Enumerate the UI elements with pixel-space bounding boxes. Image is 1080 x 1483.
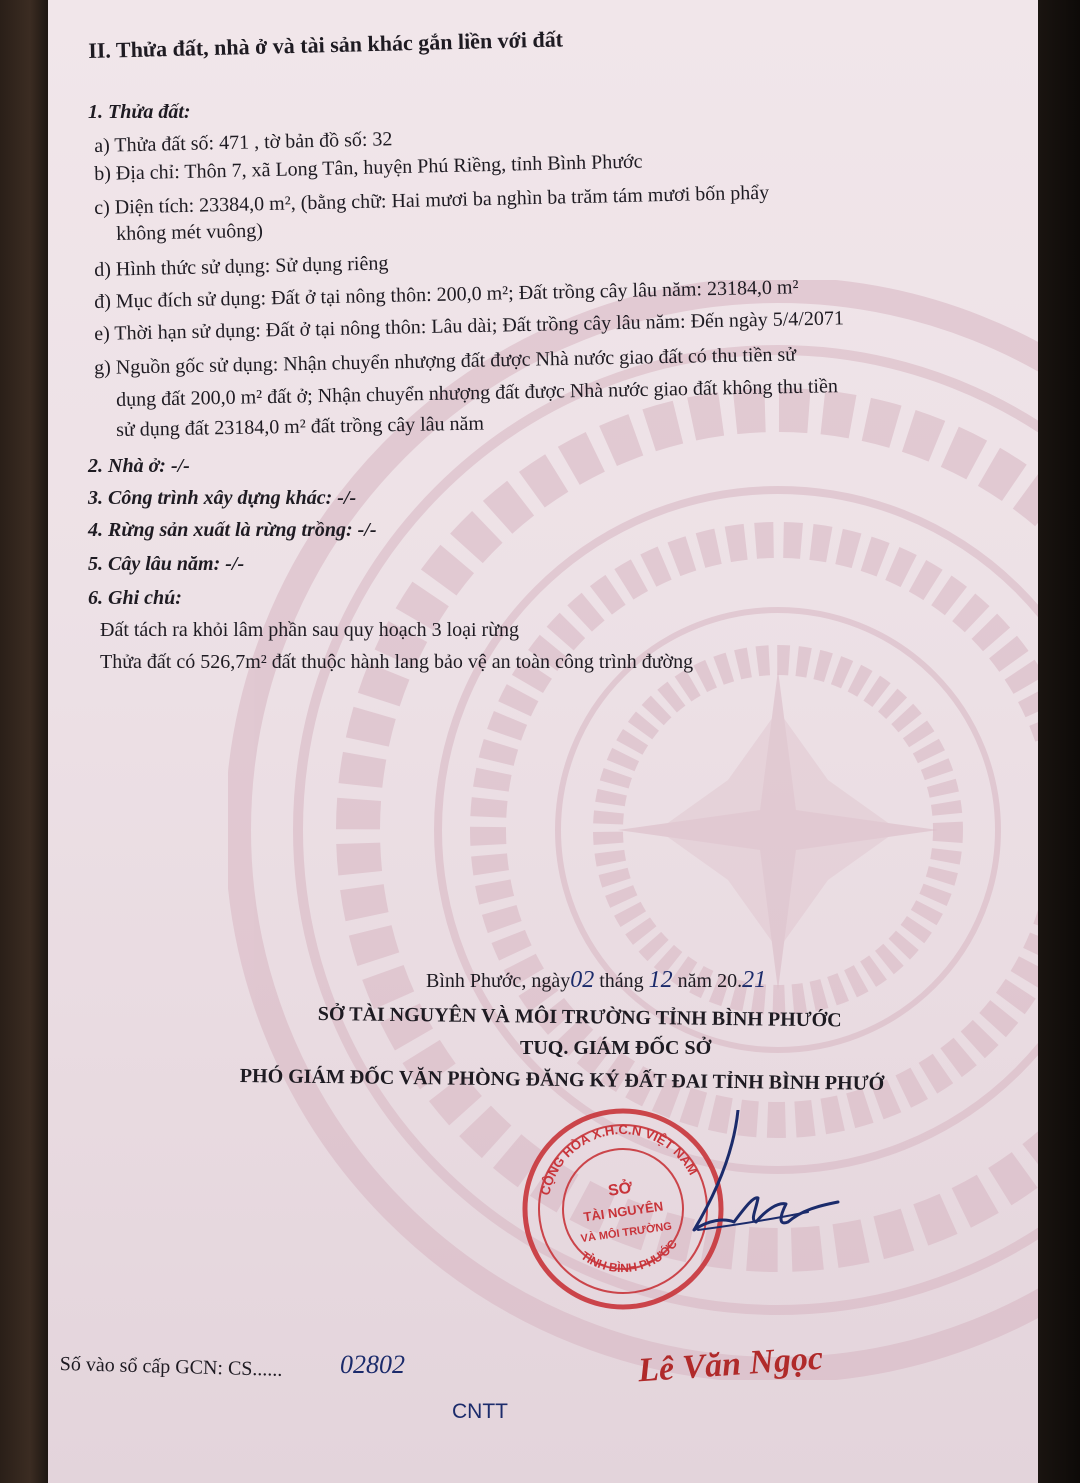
area-line-2: không mét vuông)	[115, 219, 264, 245]
certificate-page	[48, 0, 1038, 1483]
land-parcel-heading: 1. Thửa đất:	[88, 101, 191, 123]
house-item: 2. Nhà ở: -/-	[88, 455, 190, 477]
forest-item: 4. Rừng sản xuất là rừng trồng: -/-	[88, 519, 377, 541]
stamp-center-line-3: VÀ MÔI TRƯỜNG	[580, 1220, 673, 1246]
origin-line-1: g) Nguồn gốc sử dụng: Nhận chuyển nhượng đất được Nhà nước giao đất có thu tiền sử	[93, 343, 797, 379]
date-place: Bình Phước, ngày	[426, 970, 571, 992]
issuing-organization: SỞ TÀI NGUYÊN VÀ MÔI TRƯỜNG TỈNH BÌNH PHƯỚC	[317, 1003, 842, 1032]
deputy-director-title: PHÓ GIÁM ĐỐC VĂN PHÒNG ĐĂNG KÝ ĐẤT ĐAI TỈNH BÌNH PHƯỚ	[239, 1065, 885, 1095]
origin-line-3: sử dụng đất 23184,0 m² đất trồng cây lâu năm	[115, 412, 485, 441]
perennial-item: 5. Cây lâu năm: -/-	[88, 553, 245, 575]
note-1: Đất tách ra khỏi lâm phần sau quy hoạch 3 loại rừng	[100, 619, 520, 641]
registry-number: 02802	[340, 1350, 405, 1379]
dark-background-edge	[1038, 0, 1080, 1483]
registry-suffix: CNTT	[452, 1400, 508, 1423]
date-line	[426, 968, 766, 992]
date-day: 02	[570, 967, 595, 993]
authorization-line: TUQ. GIÁM ĐỐC SỞ	[520, 1037, 712, 1059]
stamp-ring-text: CỘNG HÒA X.H.C.N VIỆT NAM	[537, 1121, 701, 1197]
area-line-1: c) Diện tích: 23384,0 m², (bằng chữ: Hai mươi ba nghìn ba trăm tám mươi bốn phẩy	[93, 181, 770, 219]
parcel-number-line: a) Thửa đất số: 471 , tờ bản đồ số: 32	[93, 128, 393, 157]
address-line: b) Địa chỉ: Thôn 7, xã Long Tân, huyện Phú Riềng, tỉnh Bình Phước	[93, 150, 643, 185]
usage-purpose-line: đ) Mục đích sử dụng: Đất ở tại nông thôn: 200,0 m²; Đất trồng cây lâu năm: 23184,0 m²	[93, 276, 799, 313]
date-month: 12	[648, 967, 673, 993]
handwritten-signature	[638, 1110, 858, 1270]
note-2: Thửa đất có 526,7m² đất thuộc hành lang bảo vệ an toàn công trình đường	[100, 651, 694, 673]
stamp-center-line-2: TÀI NGUYÊN	[582, 1198, 665, 1225]
notes-heading: 6. Ghi chú:	[88, 587, 182, 609]
date-month-label: tháng	[599, 970, 644, 992]
section-title: II. Thửa đất, nhà ở và tài sản khác gắn liền với đất	[87, 26, 564, 63]
usage-form-line: d) Hình thức sử dụng: Sử dụng riêng	[93, 252, 389, 281]
other-works-item: 3. Công trình xây dựng khác: -/-	[88, 487, 357, 509]
usage-term-line: e) Thời hạn sử dụng: Đất ở tại nông thôn: Lâu dài; Đất trồng cây lâu năm: Đến ngày 5/4/2071	[93, 307, 845, 345]
origin-line-2: dụng đất 200,0 m² đất ở; Nhận chuyển nhượng đất được Nhà nước giao đất không thu tiền	[115, 375, 839, 411]
registry-label-text: Số vào sổ cấp GCN: CS	[59, 1353, 253, 1381]
stamp-bottom-text: TỈNH BÌNH PHƯỚC	[578, 1236, 680, 1276]
registry-label: Số vào sổ cấp GCN: CS......	[59, 1353, 283, 1381]
date-year: 21	[742, 967, 767, 993]
date-year-label: năm 20.	[677, 970, 743, 992]
stamp-center-line-1: SỞ	[607, 1179, 634, 1200]
signer-name: Lê Văn Ngọc	[636, 1339, 825, 1390]
